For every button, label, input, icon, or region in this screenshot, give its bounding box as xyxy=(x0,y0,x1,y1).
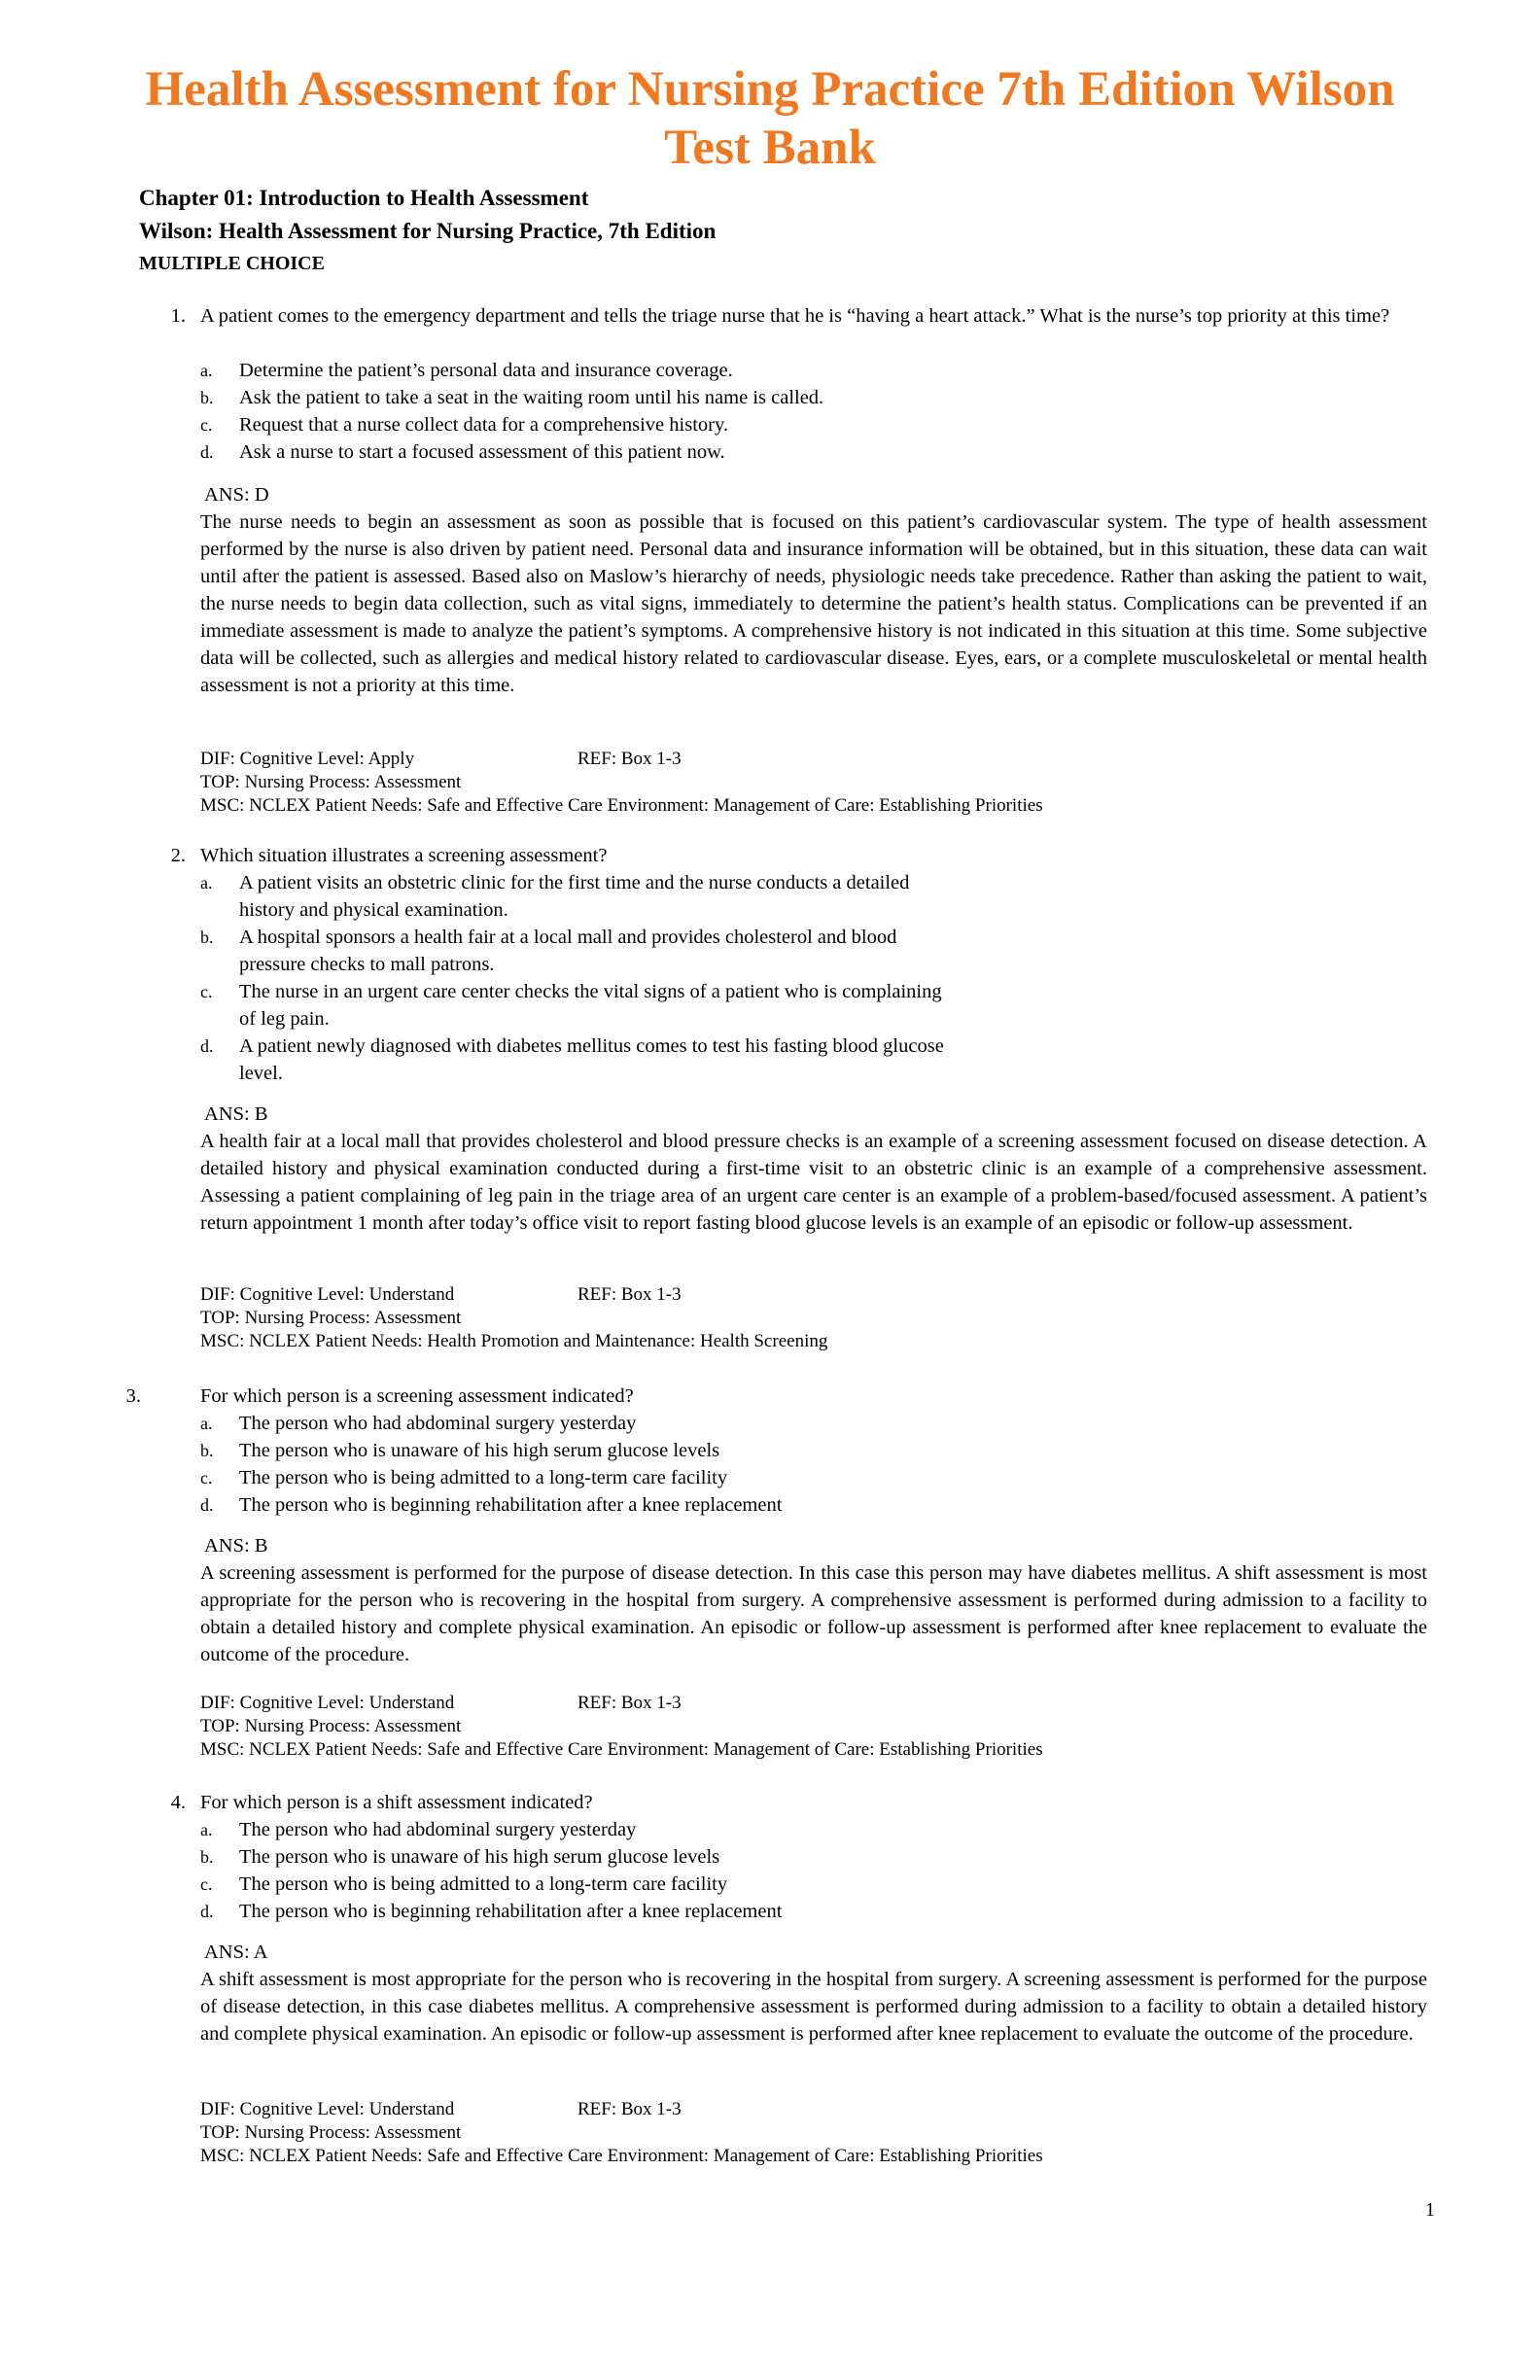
question-stem: Which situation illustrates a screening assessment? xyxy=(200,845,608,866)
difficulty: DIF: Cognitive Level: Understand xyxy=(200,1693,455,1713)
rationale: A health fair at a local mall that provides cholesterol and blood pressure checks is an example of a screening assessment focused on disease detection. A detailed history and physical examination conducted during a first-time visit to an obstetric clinic is an example of a comprehensive assessment. Assessing a patient complaining of leg pain in the triage area of an urgent care center is an example of a problem-based/focused assessment. A patient’s return appointment 1 month after today’s office visit to report fasting blood glucose levels is an example of an episodic or follow-up assessment. xyxy=(200,1131,1427,1234)
book-heading: Wilson: Health Assessment for Nursing Practice, 7th Edition xyxy=(139,219,717,243)
question-stem: A patient comes to the emergency department and tells the triage nurse that he is “having a heart attack.” What is the nurse’s top priority at this time? xyxy=(200,305,1390,327)
reference: REF: Box 1-3 xyxy=(578,1693,682,1713)
option-letter: a. xyxy=(200,361,213,380)
option-letter: b. xyxy=(200,1441,214,1460)
question-number: 1. xyxy=(170,305,186,327)
option-text: The person who is beginning rehabilitation after a knee replacement xyxy=(239,1901,783,1922)
question-stem: For which person is a screening assessment indicated? xyxy=(200,1385,634,1407)
option-text: Request that a nurse collect data for a comprehensive history. xyxy=(239,414,729,436)
option-letter: c. xyxy=(200,1874,213,1894)
difficulty: DIF: Cognitive Level: Apply xyxy=(200,749,415,769)
chapter-heading: Chapter 01: Introduction to Health Assessment xyxy=(139,186,589,210)
meta-top: TOP: Nursing Process: Assessment xyxy=(200,1308,462,1328)
meta-top: TOP: Nursing Process: Assessment xyxy=(200,1716,462,1736)
option-letter: d. xyxy=(200,1036,214,1056)
page-number: 1 xyxy=(1425,2199,1435,2221)
answer-key: ANS: B xyxy=(204,1103,268,1125)
option-text: A patient visits an obstetric clinic for the first time and the nurse conducts a detailed history and physical examination. xyxy=(239,872,910,921)
section-heading: MULTIPLE CHOICE xyxy=(139,253,325,274)
meta-msc: MSC: NCLEX Patient Needs: Safe and Effective Care Environment: Management of Care: Establishing Priorities xyxy=(200,2146,1043,2166)
option-letter: d. xyxy=(200,442,214,462)
option-letter: b. xyxy=(200,1847,214,1867)
option-text: Determine the patient’s personal data and insurance coverage. xyxy=(239,360,733,381)
option-text: The person who is being admitted to a long-term care facility xyxy=(239,1467,728,1488)
option-letter: c. xyxy=(200,1468,213,1488)
option-text: Ask the patient to take a seat in the waiting room until his name is called. xyxy=(239,387,824,408)
option-letter: d. xyxy=(200,1495,214,1515)
question-number: 3. xyxy=(125,1385,141,1407)
meta-dif xyxy=(200,748,1425,771)
meta-top: TOP: Nursing Process: Assessment xyxy=(200,772,462,792)
meta-dif xyxy=(200,1283,1425,1307)
option-letter: c. xyxy=(200,982,213,1001)
document-title: Health Assessment for Nursing Practice 7th Edition Wilson Test Bank xyxy=(145,62,1395,175)
rationale: The nurse needs to begin an assessment as soon as possible that is focused on this patient’s cardiovascular system. The type of health assessment performed by the nurse is also driven by patient need. Personal data and insurance information will be obtained, but in this situation, these data can wait until after the patient is assessed. Based also on Maslow’s hierarchy of needs, physiologic needs take precedence. Rather than asking the patient to wait, the nurse needs to begin data collection, such as vital signs, immediately to determine the patient’s health status. Complications can be prevented if an immediate assessment is made to analyze the patient’s symptoms. A comprehensive history is not indicated in this situation at this time. Some subjective data will be collected, such as allergies and medical history related to cardiovascular disease. Eyes, ears, or a complete musculoskeletal or mental health assessment is not a priority at this time. xyxy=(200,511,1427,696)
meta-msc: MSC: NCLEX Patient Needs: Health Promotion and Maintenance: Health Screening xyxy=(200,1331,828,1351)
meta-dif xyxy=(200,1692,1425,1715)
reference: REF: Box 1-3 xyxy=(578,2099,682,2119)
rationale: A screening assessment is performed for the purpose of disease detection. In this case this person may have diabetes mellitus. A shift assessment is most appropriate for the person who is recovering in the hospital from surgery. A comprehensive assessment is performed during admission to a facility to obtain a detailed history and complete physical examination. An episodic or follow-up assessment is performed after knee replacement to evaluate the outcome of the procedure. xyxy=(200,1562,1427,1665)
option-text: A hospital sponsors a health fair at a local mall and provides cholesterol and blood pressure checks to mall patrons. xyxy=(239,927,897,975)
option-text: The person who had abdominal surgery yesterday xyxy=(239,1413,637,1434)
meta-top: TOP: Nursing Process: Assessment xyxy=(200,2122,462,2143)
option-letter: a. xyxy=(200,1820,213,1839)
meta-msc: MSC: NCLEX Patient Needs: Safe and Effective Care Environment: Management of Care: Establishing Priorities xyxy=(200,1739,1043,1760)
option-letter: b. xyxy=(200,388,214,407)
option-letter: c. xyxy=(200,415,213,435)
option-text: The person who is beginning rehabilitation after a knee replacement xyxy=(239,1494,783,1516)
rationale: A shift assessment is most appropriate for the person who is recovering in the hospital from surgery. A screening assessment is performed for the purpose of disease detection, in this case diabetes mellitus. A comprehensive assessment is performed during admission to a facility to obtain a detailed history and complete physical examination. An episodic or follow-up assessment is performed after knee replacement to evaluate the outcome of the procedure. xyxy=(200,1969,1427,2045)
difficulty: DIF: Cognitive Level: Understand xyxy=(200,1284,455,1305)
answer-key: ANS: D xyxy=(204,484,269,506)
question-number: 4. xyxy=(170,1792,186,1813)
question-stem: For which person is a shift assessment indicated? xyxy=(200,1792,593,1813)
option-letter: a. xyxy=(200,873,213,892)
option-text: The person who is unaware of his high serum glucose levels xyxy=(239,1846,720,1868)
reference: REF: Box 1-3 xyxy=(578,749,682,769)
question-number: 2. xyxy=(170,845,186,866)
option-letter: b. xyxy=(200,928,214,947)
option-text: The person who is being admitted to a long-term care facility xyxy=(239,1873,728,1895)
answer-key: ANS: A xyxy=(204,1942,268,1963)
option-text: The person who is unaware of his high serum glucose levels xyxy=(239,1440,720,1461)
reference: REF: Box 1-3 xyxy=(578,1284,682,1305)
option-text: The nurse in an urgent care center checks the vital signs of a patient who is complaining of leg pain. xyxy=(239,981,942,1030)
option-text: Ask a nurse to start a focused assessment of this patient now. xyxy=(239,441,725,463)
option-letter: d. xyxy=(200,1902,214,1921)
meta-msc: MSC: NCLEX Patient Needs: Safe and Effective Care Environment: Management of Care: Establishing Priorities xyxy=(200,795,1043,816)
option-letter: a. xyxy=(200,1414,213,1433)
difficulty: DIF: Cognitive Level: Understand xyxy=(200,2099,455,2119)
meta-dif xyxy=(200,2098,1425,2121)
answer-key: ANS: B xyxy=(204,1535,268,1557)
option-text: A patient newly diagnosed with diabetes mellitus comes to test his fasting blood glucose level. xyxy=(239,1035,944,1084)
option-text: The person who had abdominal surgery yesterday xyxy=(239,1819,637,1840)
